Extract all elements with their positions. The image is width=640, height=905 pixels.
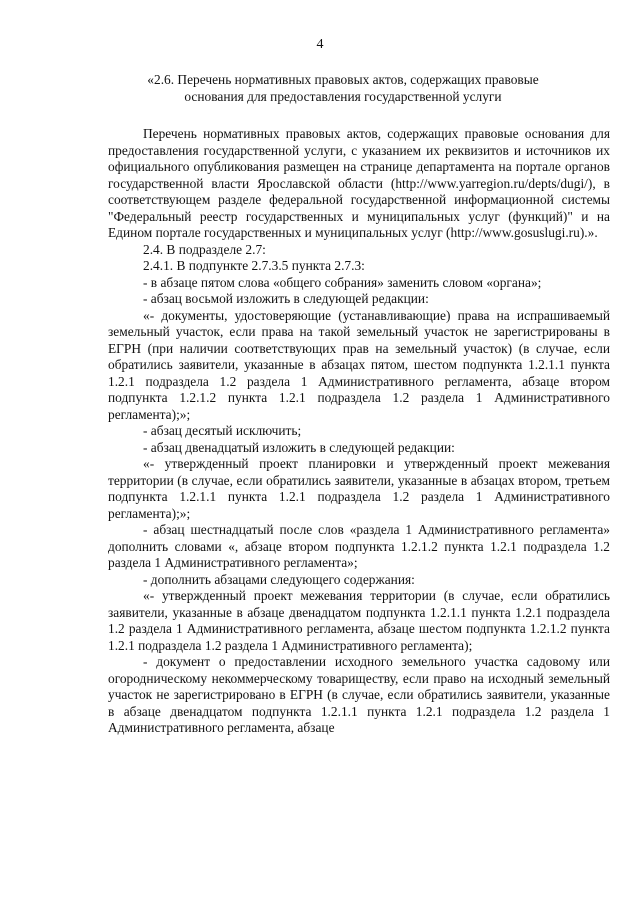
paragraph: - абзац двенадцатый изложить в следующей редакции:: [143, 439, 455, 455]
section-heading: [108, 72, 578, 105]
paragraph: 2.4. В подразделе 2.7:: [143, 241, 266, 257]
paragraph: - в абзаце пятом слова «общего собрания» заменить словом «органа»;: [143, 274, 542, 290]
paragraph: - абзац шестнадцатый после слов «раздела 1 Административного регламента» дополнить словами «, абзаце втором подпункта 1.2.1.2 пункта 1.2.1 подраздела 1.2 раздела 1 Административного регламента»;: [108, 522, 610, 570]
document-body: [108, 126, 610, 737]
paragraph: 2.4.1. В подпункте 2.7.3.5 пункта 2.7.3:: [143, 258, 365, 273]
page-number: 4: [316, 37, 324, 52]
paragraph: «- документы, удостоверяющие (устанавливающие) права на испрашиваемый земельный участок, если права на такой земельный участок не зарегистрированы в ЕГРН (при наличии соответствующих прав на земельный участок) (в случае, если обратились заявители, указанные в абзацах пятом, шестом подпункта 1.2.1.1 пункта 1.2.1 подраздела 1.2 раздела 1 Административного регламента, абзаце втором подпункта 1.2.1.2 пункта 1.2.1 подраздела 1.2 раздела 1 Административного регламента);»;: [108, 307, 610, 422]
section-heading-line-2: основания для предоставления государственной услуги: [184, 88, 502, 104]
paragraph: «- утвержденный проект планировки и утвержденный проект межевания территории (в случае, если обратились заявители, указанные в абзацах втором, третьем подпункта 1.2.1.1 пункта 1.2.1 подраздела 1.2 раздела 1 Административного регламента);»;: [108, 456, 610, 521]
paragraph: «- утвержденный проект межевания территории (в случае, если обратились заявители, указанные в абзаце двенадцатом подпункта 1.2.1.1 пункта 1.2.1 подраздела 1.2 раздела 1 Административного регламента, абзаце шестом подпункта 1.2.1.2 пункта 1.2.1 подраздела 1.2 раздела 1 Административного регламента);: [108, 588, 610, 653]
paragraph: - документ о предоставлении исходного земельного участка садовому или огородническому некоммерческому товариществу, если право на исходный земельный участок не зарегистрировано в ЕГРН (в случае, если обратились заявители, указанные в абзаце двенадцатом подпункта 1.2.1.1 пункта 1.2.1 подраздела 1.2 раздела 1 Административного регламента, абзаце: [108, 654, 610, 735]
paragraph: - дополнить абзацами следующего содержания:: [143, 571, 415, 587]
section-heading-line-1: «2.6. Перечень нормативных правовых актов, содержащих правовые: [147, 72, 539, 87]
paragraph: - абзац десятый исключить;: [143, 423, 302, 438]
paragraph: Перечень нормативных правовых актов, содержащих правовые основания для предоставления государственной услуги, с указанием их реквизитов и источников их официального опубликования размещен на странице департамента на портале органов государственной власти Ярославской области (http://www.yarregion.ru/depts/dugi/), в соответствующем разделе федеральной государственной информационной системы "Федеральный реестр государственных и муниципальных услуг (функций)" и на Едином портале государственных и муниципальных услуг (http://www.gosuslugi.ru).».: [108, 126, 610, 240]
paragraph: - абзац восьмой изложить в следующей редакции:: [143, 291, 429, 306]
